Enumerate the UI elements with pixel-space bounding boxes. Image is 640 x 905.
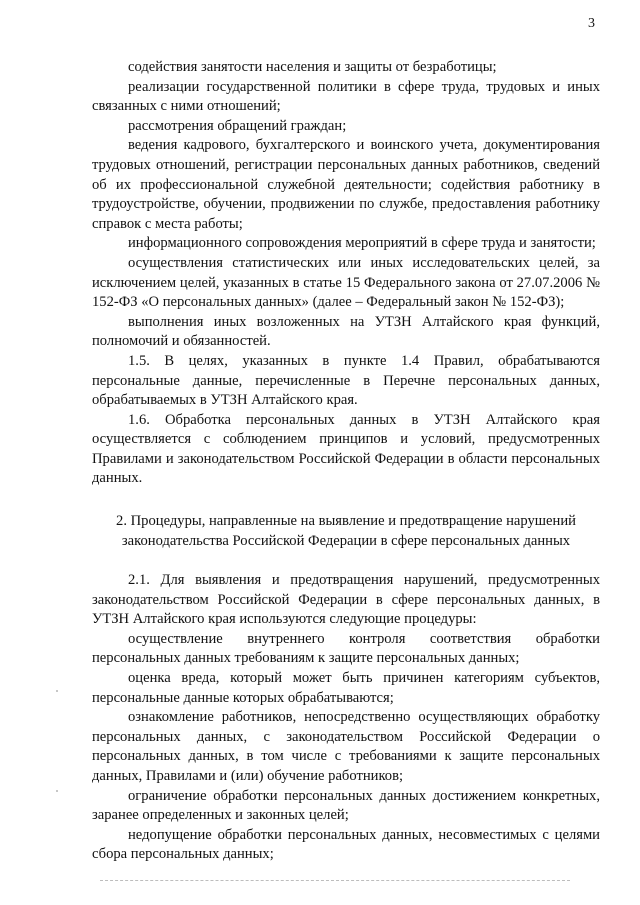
scan-mark <box>56 790 58 792</box>
scan-mark <box>56 690 58 692</box>
paragraph: содействия занятости населения и защиты от безработицы; <box>128 59 497 75</box>
paragraph: осуществления статистических или иных исследовательских целей, за исключением целей, указанных в статье 15 Федерального закона от 27.07.2006 № 152-ФЗ «О персональных данных» (далее – Федеральный закон № 152-ФЗ); <box>92 254 600 311</box>
clause-1-5: 1.5. В целях, указанных в пункте 1.4 Правил, обрабатываются персональные данные, перечисленные в Перечне персональных данных, обрабатываемых в УТЗН Алтайского края. <box>92 352 600 409</box>
page-number: 3 <box>588 16 595 31</box>
paragraph: реализации государственной политики в сфере труда, трудовых и иных связанных с ними отношений; <box>92 78 600 115</box>
clause-1-6: 1.6. Обработка персональных данных в УТЗН Алтайского края осуществляется с соблюдением принципов и условий, предусмотренных Правилами и законодательством Российской Федерации в области персональных данных. <box>92 411 600 487</box>
clause-2-1: 2.1. Для выявления и предотвращения нарушений, предусмотренных законодательством Российской Федерации в сфере персональных данных, в УТЗН Алтайского края используются следующие процедуры: <box>92 572 600 628</box>
paragraph: недопущение обработки персональных данных, несовместимых с целями сбора персональных данных; <box>92 826 600 863</box>
scan-edge-line <box>100 880 570 881</box>
paragraph: ознакомление работников, непосредственно осуществляющих обработку персональных данных, с законодательством Российской Федерации о персональных данных, в том числе с требованиями к защите персональных данных, Правилами и (или) обучение работников; <box>92 709 600 784</box>
section-2-heading-line-1: 2. Процедуры, направленные на выявление и предотвращение нарушений <box>116 513 576 530</box>
document-body <box>92 58 600 865</box>
paragraph: осуществление внутреннего контроля соответствия обработки персональных данных требованиям к защите персональных данных; <box>92 630 600 667</box>
section-2-heading-line-2: законодательства Российской Федерации в сфере персональных данных <box>121 533 571 550</box>
section-2-heading <box>92 511 600 551</box>
paragraph: информационного сопровождения мероприятий в сфере труда и занятости; <box>128 235 596 252</box>
paragraph: ограничение обработки персональных данных достижением конкретных, заранее определенных и законных целей; <box>92 787 600 824</box>
paragraph: рассмотрения обращений граждан; <box>128 117 347 134</box>
paragraph: ведения кадрового, бухгалтерского и воинского учета, документирования трудовых отношений, регистрации персональных данных работников, сведений об их профессиональной служебной деятельности; содействия работнику в трудоустройстве, обучении, продвижении по службе, предоставления работнику справок с места работы; <box>92 137 600 232</box>
paragraph: оценка вреда, который может быть причинен категориям субъектов, персональные данные которых обрабатываются; <box>92 670 600 706</box>
paragraph: выполнения иных возложенных на УТЗН Алтайского края функций, полномочий и обязанностей. <box>92 313 600 350</box>
